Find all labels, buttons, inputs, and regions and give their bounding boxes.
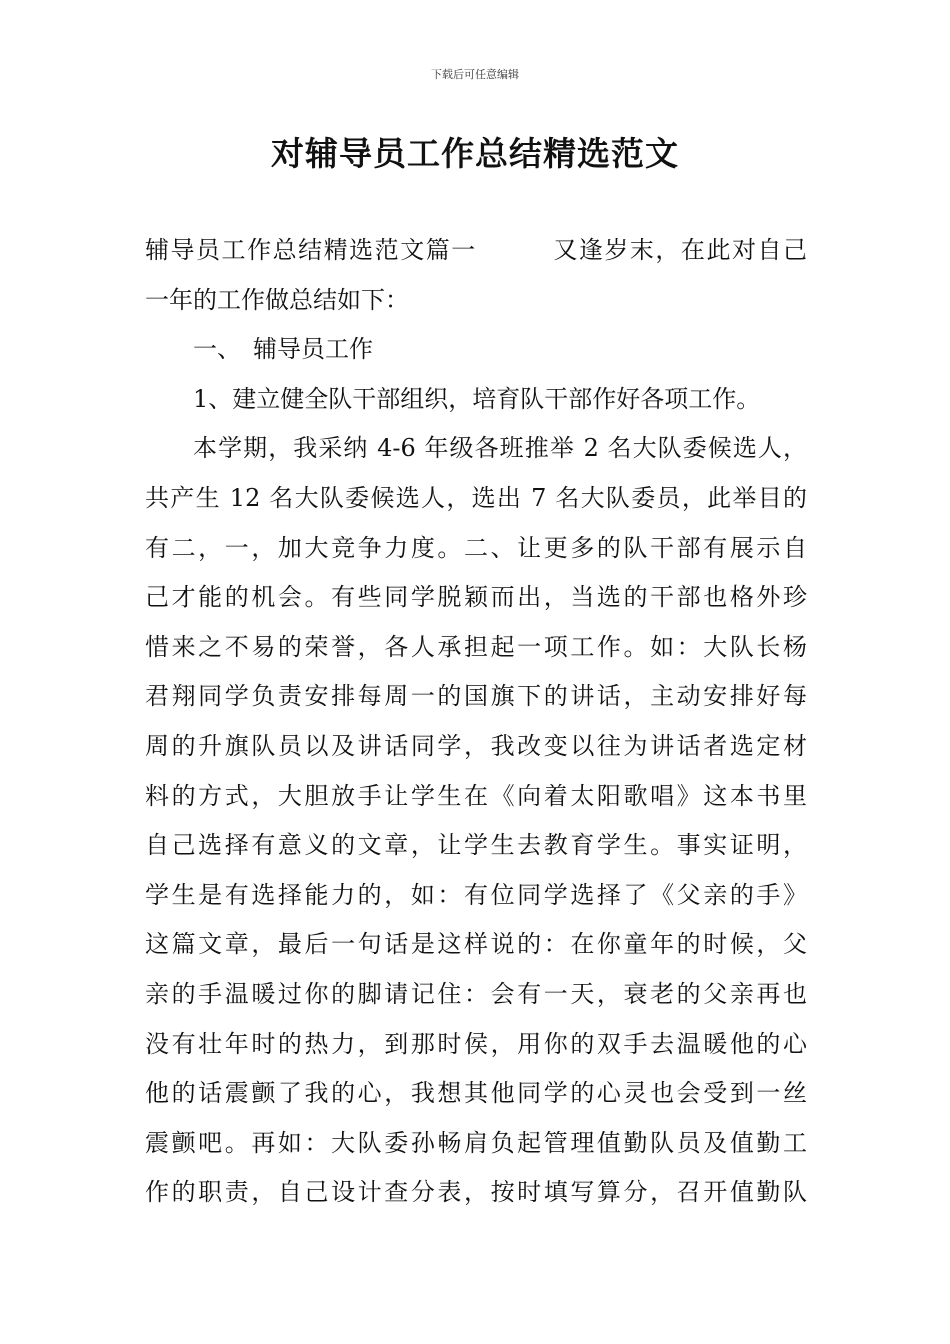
body-line: 辅导员工作总结精选范文篇一 又逢岁末，在此对自己 [145,236,807,264]
body-line: 作的职责，自己设计查分表，按时填写算分，召开值勤队 [145,1178,807,1207]
document-body [145,226,807,1218]
body-line: 料的方式，大胆放手让学生在《向着太阳歌唱》这本书里 [145,781,807,810]
body-line: 没有壮年时的热力，到那时侯，用你的双手去温暖他的心 [145,1029,807,1058]
section-heading: 一、 辅导员工作 [193,335,373,364]
body-line: 亲的手温暖过你的脚请记住：会有一天，衰老的父亲再也 [145,979,807,1008]
body-line: 己才能的机会。有些同学脱颖而出，当选的干部也格外珍 [145,583,807,612]
body-line: 学生是有选择能力的，如：有位同学选择了《父亲的手》 [145,880,807,909]
body-line: 他的话震颤了我的心，我想其他同学的心灵也会受到一丝 [145,1079,807,1108]
body-line: 共产生 12 名大队委候选人，选出 7 名大队委员，此举目的 [145,483,807,512]
body-line: 自己选择有意义的文章，让学生去教育学生。事实证明， [145,831,807,860]
body-line: 这篇文章，最后一句话是这样说的：在你童年的时候，父 [145,930,807,959]
body-line: 本学期，我采纳 4-6 年级各班推举 2 名大队委候选人， [193,434,807,463]
document-title: 对辅导员工作总结精选范文 [271,134,679,173]
body-line: 惜来之不易的荣誉，各人承担起一项工作。如：大队长杨 [145,632,807,661]
body-line: 一年的工作做总结如下： [145,285,409,314]
body-line: 周的升旗队员以及讲话同学，我改变以往为讲话者选定材 [145,731,807,760]
body-line: 有二，一，加大竞争力度。二、让更多的队干部有展示自 [145,533,807,562]
header-note: 下载后可任意编辑 [431,68,519,81]
subsection-heading: 1、建立健全队干部组织，培育队干部作好各项工作。 [193,384,761,413]
body-line: 震颤吧。再如：大队委孙畅肩负起管理值勤队员及值勤工 [145,1128,807,1157]
body-line: 君翔同学负责安排每周一的国旗下的讲话，主动安排好每 [145,682,807,711]
